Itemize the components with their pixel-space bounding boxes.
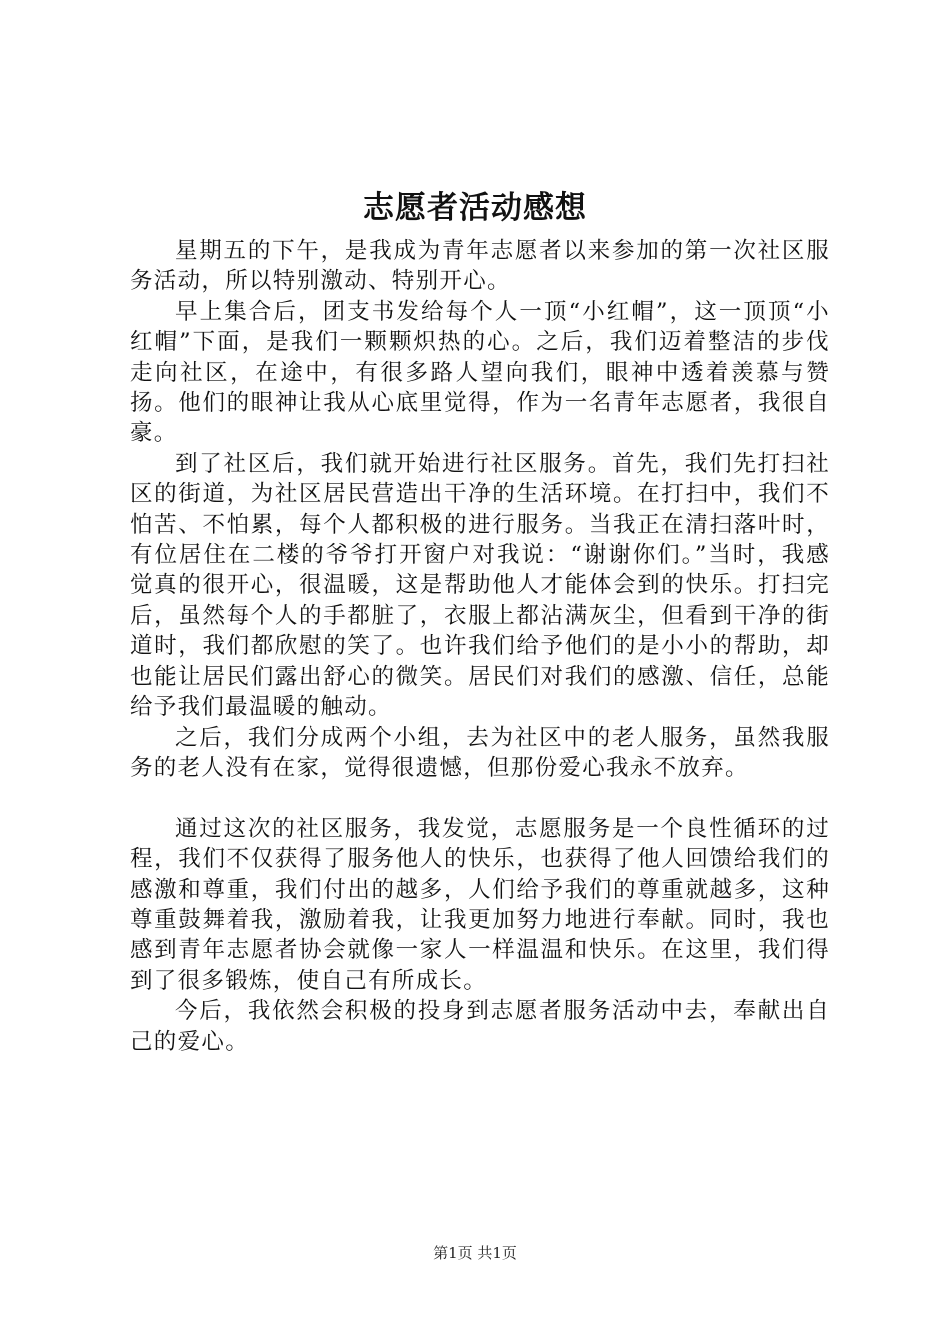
document-title: 志愿者活动感想 bbox=[363, 190, 587, 226]
paragraph: 星期五的下午，是我成为青年志愿者以来参加的第一次社区服务活动，所以特别激动、特别开心。 bbox=[130, 238, 830, 295]
document-body bbox=[130, 236, 830, 1057]
paragraph: 早上集合后，团支书发给每个人一顶“小红帽”，这一顶顶“小红帽”下面，是我们一颗颗炽热的心。之后，我们迈着整洁的步伐走向社区，在途中，有很多路人望向我们，眼神中透着羡慕与赞扬。他们的眼神让我从心底里觉得，作为一名青年志愿者，我很自豪。 bbox=[130, 298, 830, 447]
page-footer: 第1页 共1页 bbox=[433, 1244, 517, 1262]
paragraph: 到了社区后，我们就开始进行社区服务。首先，我们先打扫社区的街道，为社区居民营造出干净的生活环境。在打扫中，我们不怕苦、不怕累，每个人都积极的进行服务。当我正在清扫落叶时，有位居住在二楼的爷爷打开窗户对我说：“谢谢你们。”当时，我感觉真的很开心，很温暖，这是帮助他人才能体会到的快乐。打扫完后，虽然每个人的手都脏了，衣服上都沾满灰尘，但看到干净的街道时，我们都欣慰的笑了。也许我们给予他们的是小小的帮助，却也能让居民们露出舒心的微笑。居民们对我们的感激、信任，总能给予我们最温暖的触动。 bbox=[130, 450, 830, 721]
paragraph: 通过这次的社区服务，我发觉，志愿服务是一个良性循环的过程，我们不仅获得了服务他人的快乐，也获得了他人回馈给我们的感激和尊重，我们付出的越多，人们给予我们的尊重就越多，这种尊重鼓舞着我，激励着我，让我更加努力地进行奉献。同时，我也感到青年志愿者协会就像一家人一样温温和快乐。在这里，我们得到了很多锻炼，使自己有所成长。 bbox=[130, 815, 830, 994]
paragraph: 之后，我们分成两个小组，去为社区中的老人服务，虽然我服务的老人没有在家，觉得很遗憾，但那份爱心我永不放弃。 bbox=[130, 724, 830, 781]
paragraph: 今后，我依然会积极的投身到志愿者服务活动中去，奉献出自己的爱心。 bbox=[130, 998, 830, 1055]
